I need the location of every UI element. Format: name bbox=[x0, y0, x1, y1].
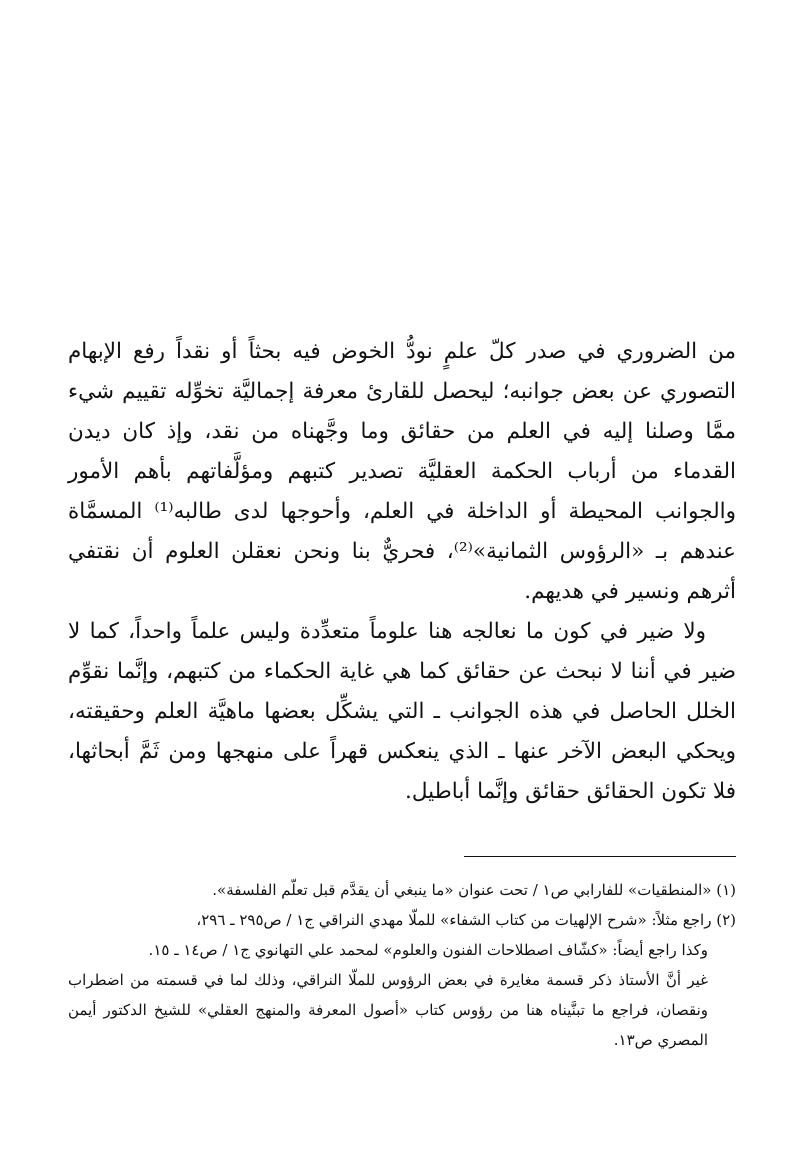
paragraph-1: من الضروري في صدر كلّ علمٍ نودُّ الخوض فيه بحثاً أو نقداً رفع الإبهام التصوري عن بعض جوانبه؛ ليحصل للقارئ معرفة إجماليَّة تخوِّله تقييم شيء ممَّا وصلنا إليه في العلم من حقائق وما وجَّهناه من نقد، وإذ كان ديدن القدماء من أرباب الحكمة العقليَّة تصدير كتبهم ومؤلَّفاتهم بأهم الأمور والجوانب المحيطة أو الداخلة في العلم، وأحوجها لدى طالبه⁽¹⁾ المسمَّاة عندهم بـ «الرؤوس الثمانية»⁽²⁾، فحريٌّ بنا ونحن نعقلن العلوم أن نقتفي أثرهم ونسير في هديهم. bbox=[68, 339, 736, 604]
page-content bbox=[68, 332, 736, 1055]
paragraph-2: ولا ضير في كون ما نعالجه هنا علوماً متعدِّدة وليس علماً واحداً، كما لا ضير في أننا لا نبحث عن حقائق كما هي غاية الحكماء من كتبهم، وإنَّما نقوِّم الخلل الحاصل في هذه الجوانب ـ التي يشكِّل بعضها ماهيَّة العلم وحقيقته، ويحكي البعض الآخر عنها ـ الذي ينعكس قهراً على منهجها ومن ثَمَّ أبحاثها، فلا تكون الحقائق حقائق وإنَّما أباطيل. bbox=[68, 619, 736, 804]
footnotes bbox=[68, 875, 736, 1055]
footnote-2-line-3: غير أنَّ الأستاذ ذكر قسمة مغايرة في بعض الرؤوس للملّا النراقي، وذلك لما في قسمته من اضطراب ونقصان، فراجع ما تبنَّيناه هنا من رؤوس كتاب «أصول المعرفة والمنهج العقلي» للشيخ الدكتور أيمن المصري ص١٣. bbox=[68, 971, 708, 1049]
main-text bbox=[68, 332, 736, 812]
footnote-2-line-2: وكذا راجع أيضاً: «كشّاف اصطلاحات الفنون والعلوم» لمحمد علي التهانوي ج١ / ص١٤ ـ ١٥. bbox=[148, 941, 708, 959]
footnote-2 bbox=[68, 905, 736, 1055]
footnote-separator bbox=[464, 856, 736, 857]
footnote-1 bbox=[68, 875, 736, 905]
footnote-2-line-1: (٢) راجع مثلاً: «شرح الإلهيات من كتاب الشفاء» للملّا مهدي النراقي ج١ / ص٢٩٥ ـ ٢٩٦، bbox=[196, 911, 736, 929]
footnote-1-text: (١) «المنطقيات» للفارابي ص١ / تحت عنوان «ما ينبغي أن يقدَّم قبل تعلّم الفلسفة». bbox=[212, 881, 736, 899]
